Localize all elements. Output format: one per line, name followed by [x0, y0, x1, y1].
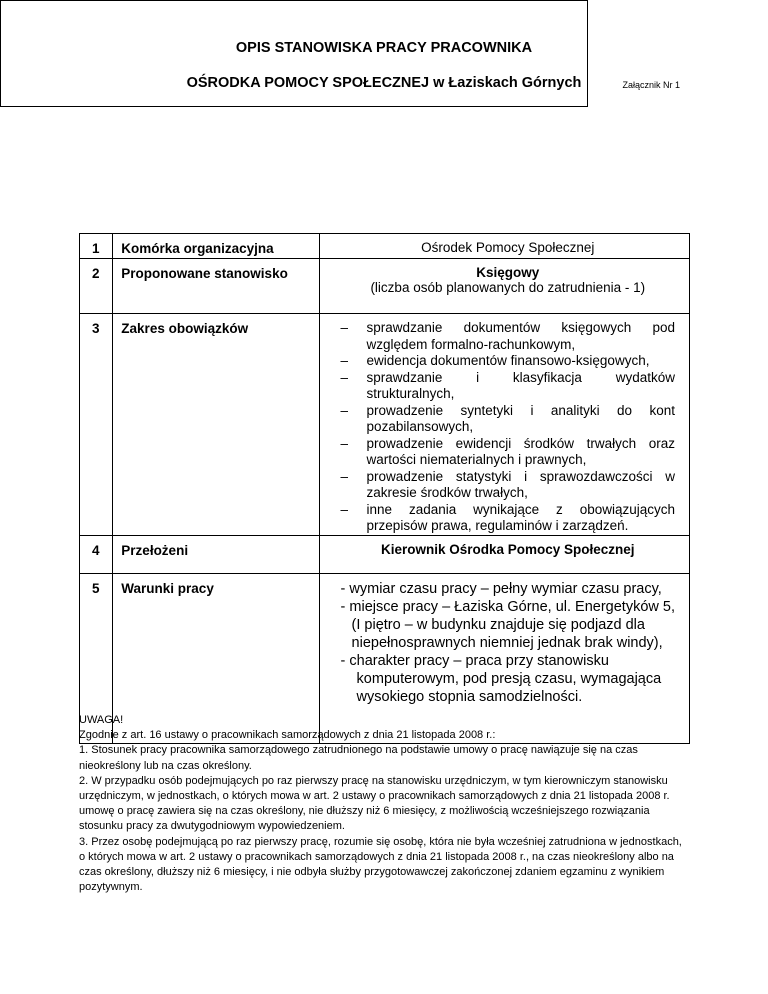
- row-number: 3: [80, 314, 113, 536]
- row-label: Komórka organizacyjna: [113, 234, 319, 259]
- position-count: (liczba osób planowanych do zatrudnienia - 1): [370, 280, 646, 295]
- row-number: 4: [80, 535, 113, 573]
- condition-line: (I piętro – w budynku znajduje się podjazd dla: [351, 616, 645, 633]
- row-label: Przełożeni: [113, 535, 319, 573]
- list-item: – prowadzenie syntetyki i analityki do kont pozabilansowych,: [341, 403, 675, 436]
- row-value: Kierownik Ośrodka Pomocy Społecznej: [319, 535, 689, 573]
- table-row: [80, 234, 690, 259]
- condition-line: - miejsce pracy – Łaziska Górne, ul. Energetyków 5,: [340, 598, 675, 615]
- list-item: – sprawdzanie dokumentów księgowych pod względem formalno-rachunkowym,: [341, 320, 675, 353]
- list-item: – sprawdzanie i klasyfikacja wydatków strukturalnych,: [341, 370, 675, 403]
- row-label: Zakres obowiązków: [113, 314, 319, 536]
- note-section: [79, 713, 690, 895]
- condition-line: komputerowym, pod presją czasu, wymagająca: [356, 670, 662, 687]
- duties-list: [341, 320, 675, 535]
- list-item: – prowadzenie statystyki i sprawozdawczości w zakresie środków trwałych,: [341, 469, 675, 502]
- document-subtitle: OŚRODKA POMOCY SPOŁECZNEJ w Łaziskach Górnych: [186, 75, 582, 91]
- row-number: 5: [80, 573, 113, 743]
- table-row: [80, 535, 690, 573]
- condition-line: niepełnosprawnych niemniej jednak brak windy),: [351, 634, 663, 651]
- row-value: [319, 314, 689, 536]
- row-label: Proponowane stanowisko: [113, 259, 319, 314]
- row-value: [319, 259, 689, 314]
- table-row: [80, 259, 690, 314]
- document-title: OPIS STANOWISKA PRACY PRACOWNIKA: [235, 40, 533, 56]
- list-item: – prowadzenie ewidencji środków trwałych oraz wartości niematerialnych i prawnych,: [341, 436, 675, 469]
- condition-line: - wymiar czasu pracy – pełny wymiar czasu pracy,: [340, 580, 662, 597]
- note-point: 3. Przez osobę podejmującą po raz pierwszy pracę, rozumie się osobę, która nie była wcześniej zatrudniona w jednostkach, o których mowa w art. 2 ustawy o pracownikach samorządowych z dnia 21 listopada 2008 r., na czas nieokreślony albo na czas określony, dłuższy niż 6 miesięcy, i nie odbyła służby przygotowawczej zakończonej zdaniem egzaminu z wynikiem pozytywnym.: [79, 835, 682, 894]
- note-heading: UWAGA!: [79, 714, 124, 726]
- attachment-label: Załącznik Nr 1: [622, 80, 680, 90]
- row-value: Ośrodek Pomocy Społecznej: [319, 234, 689, 259]
- row-label: Warunki pracy: [113, 573, 319, 743]
- job-description-table: [79, 233, 690, 744]
- table-row: [80, 314, 690, 536]
- title-box: [0, 0, 588, 107]
- note-point: 2. W przypadku osób podejmujących po raz pierwszy pracę na stanowisku urzędniczym, w tym kierowniczym stanowisku urzędniczym, w jednostkach, o których mowa w art. 2 ustawy o pracownikach samorządowych z dnia 21 listopada 2008 r. umowę o pracę zawiera się na czas określony, nie dłuższy niż 6 miesięcy, z możliwością wcześniejszego rozwiązania stosunku pracy za dwutygodniowym wypowiedzeniem.: [79, 774, 670, 833]
- row-number: 2: [80, 259, 113, 314]
- note-point: 1. Stosunek pracy pracownika samorządowego zatrudnionego na podstawie umowy o pracę nawiązuje się na czas nieokreślony lub na czas określony.: [79, 744, 638, 772]
- position-name: Księgowy: [476, 265, 540, 280]
- note-intro: Zgodnie z art. 16 ustawy o pracownikach samorządowych z dnia 21 listopada 2008 r.:: [79, 729, 496, 742]
- condition-line: - charakter pracy – praca przy stanowisku: [340, 652, 609, 669]
- row-number: 1: [80, 234, 113, 259]
- list-item: – inne zadania wynikające z obowiązujących przepisów prawa, regulaminów i zarządzeń.: [341, 502, 675, 535]
- list-item: – ewidencja dokumentów finansowo-księgowych,: [341, 353, 675, 370]
- condition-line: wysokiego stopnia samodzielności.: [356, 688, 583, 705]
